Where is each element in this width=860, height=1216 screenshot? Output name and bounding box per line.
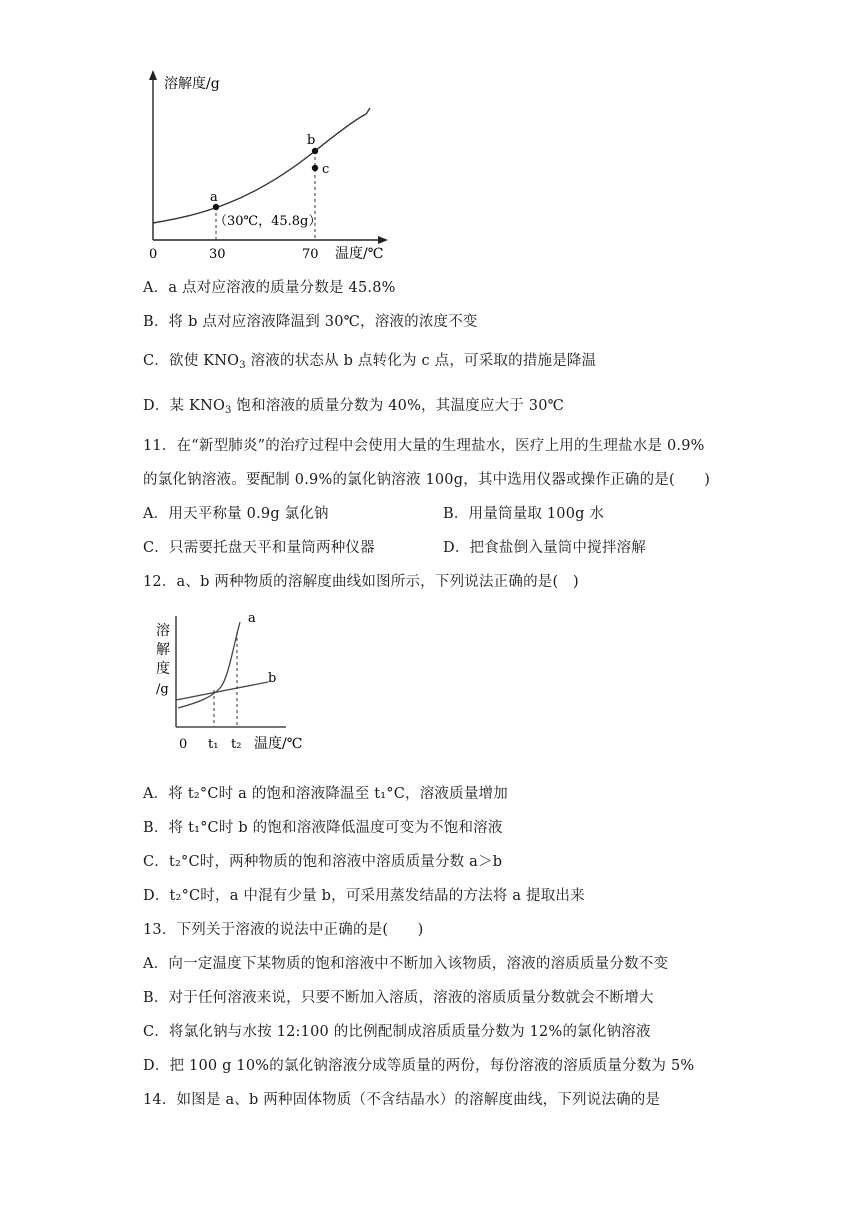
- point-c-marker: [312, 165, 318, 171]
- origin-label: 0: [179, 737, 188, 752]
- q14-stem: 14．如图是 a、b 两种固体物质（不含结晶水）的溶解度曲线，下列说法确的是: [143, 1092, 661, 1108]
- q10-option-d-pre: D．某 KNO: [143, 398, 226, 414]
- q10-option-c-post: 溶液的状态从 b 点转化为 c 点，可采取的措施是降温: [245, 353, 597, 369]
- q12-option-c: C．t₂°C时，两种物质的饱和溶液中溶质质量分数 a＞b: [143, 854, 503, 870]
- solubility-chart-1: [140, 68, 400, 268]
- solubility-curve: [153, 108, 370, 223]
- y-axis-arrow: [149, 70, 157, 80]
- q10-option-b: B．将 b 点对应溶液降温到 30℃，溶液的浓度不变: [143, 314, 478, 330]
- q10-option-d: [143, 394, 564, 416]
- q13-option-b: B．对于任何溶液来说，只要不断加入溶质，溶液的溶质质量分数就会不断增大: [143, 990, 654, 1006]
- x-axis-arrow: [378, 236, 388, 244]
- point-b-label: b: [307, 133, 316, 148]
- q11-stem-line1: 11．在“新型肺炎”的治疗过程中会使用大量的生理盐水，医疗上用的生理盐水是 0.9%: [143, 438, 705, 454]
- curve-b-label: b: [268, 671, 277, 686]
- q12-stem: 12．a、b 两种物质的溶解度曲线如图所示，下列说法正确的是( ): [143, 574, 579, 590]
- origin-label: 0: [149, 247, 158, 262]
- solubility-chart-2: [150, 602, 320, 757]
- point-a-annotation: （30℃，45.8g）: [214, 214, 322, 229]
- q11-option-a: A．用天平称量 0.9g 氯化钠: [143, 506, 329, 522]
- tick-t1: t₁: [208, 737, 219, 752]
- point-a-label: a: [210, 190, 218, 205]
- q13-option-c: C．将氯化钠与水按 12:100 的比例配制成溶质质量分数为 12%的氯化钠溶液: [143, 1024, 651, 1040]
- y-label-char-2: 解: [156, 642, 170, 658]
- q13-option-a: A．向一定温度下某物质的饱和溶液中不断加入该物质，溶液的溶质质量分数不变: [143, 956, 669, 972]
- q12-option-b: B．将 t₁°C时 b 的饱和溶液降低温度可变为不饱和溶液: [143, 820, 503, 836]
- q12-option-d: D．t₂°C时，a 中混有少量 b，可采用蒸发结晶的方法将 a 提取出来: [143, 888, 585, 904]
- q10-option-d-sub: 3: [225, 405, 232, 416]
- q13-stem: 13．下列关于溶液的说法中正确的是( ): [143, 922, 424, 938]
- x-axis-label: 温度/℃: [254, 736, 303, 752]
- q11-stem-line2: 的氯化钠溶液。要配制 0.9%的氯化钠溶液 100g，其中选用仪器或操作正确的是( ): [143, 472, 711, 488]
- q11-option-c: C．只需要托盘天平和量筒两种仪器: [143, 540, 375, 556]
- y-label-char-4: /g: [156, 682, 169, 697]
- x-axis-label: 温度/℃: [335, 246, 384, 262]
- point-b-marker: [312, 148, 318, 154]
- point-c-label: c: [322, 162, 330, 177]
- q10-option-c-sub: 3: [239, 360, 246, 371]
- q10-option-a: A．a 点对应溶液的质量分数是 45.8%: [143, 280, 396, 296]
- q10-option-d-post: 饱和溶液的质量分数为 40%，其温度应大于 30℃: [231, 398, 565, 414]
- y-label-char-1: 溶: [156, 623, 170, 639]
- q11-option-b: B．用量筒量取 100g 水: [443, 506, 605, 522]
- y-axis-label: 溶解度/g: [164, 76, 220, 92]
- q13-option-d: D．把 100 g 10%的氯化钠溶液分成等质量的两份，每份溶液的溶质质量分数为 5%: [143, 1058, 695, 1074]
- y-label-char-3: 度: [156, 661, 170, 677]
- tick-30: 30: [209, 247, 226, 262]
- q10-option-c-pre: C．欲使 KNO: [143, 353, 240, 369]
- tick-70: 70: [302, 247, 319, 262]
- q12-option-a: A．将 t₂°C时 a 的饱和溶液降温至 t₁°C，溶液质量增加: [143, 786, 508, 802]
- curve-a-label: a: [248, 611, 256, 626]
- curve-a: [178, 622, 240, 708]
- q10-option-c: [143, 349, 596, 371]
- q11-option-d: D．把食盐倒入量筒中搅拌溶解: [443, 540, 646, 556]
- tick-t2: t₂: [231, 737, 242, 752]
